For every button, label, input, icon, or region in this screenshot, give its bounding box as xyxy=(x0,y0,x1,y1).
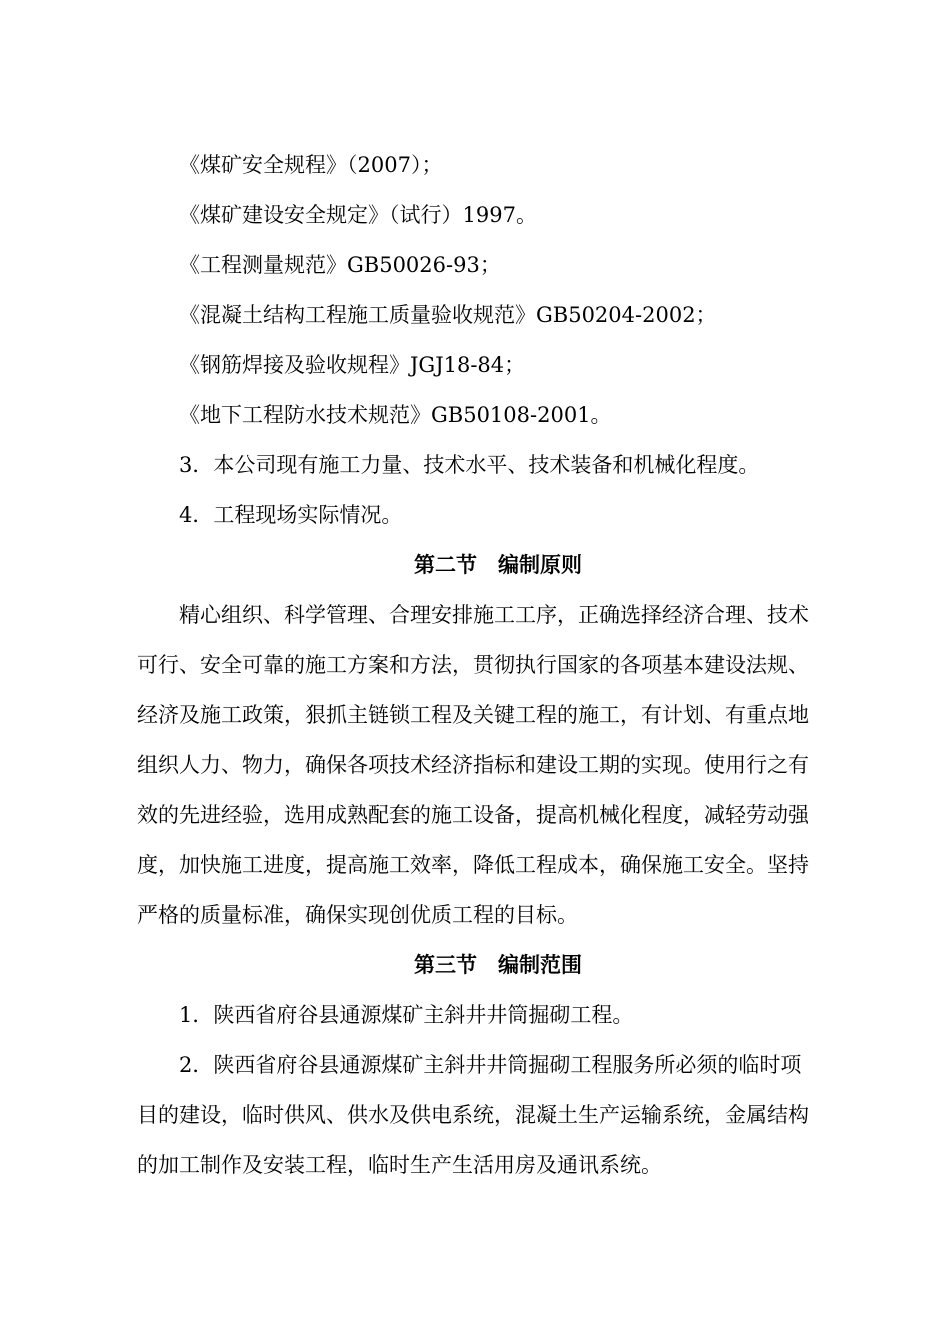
paragraph-line: 的加工制作及安装工程，临时生产生活用房及通讯系统。 xyxy=(137,1153,662,1177)
scope-item-2 xyxy=(137,1040,859,1190)
paragraph-line: 可行、安全可靠的施工方案和方法，贯彻执行国家的各项基本建设法规、 xyxy=(137,653,809,677)
section-heading-principles: 第二节 编制原则 xyxy=(414,553,582,577)
basis-item: 4．工程现场实际情况。 xyxy=(179,503,403,527)
paragraph-line: 精心组织、科学管理、合理安排施工工序，正确选择经济合理、技术 xyxy=(179,603,809,627)
paragraph-line: 度，加快施工进度，提高施工效率，降低工程成本，确保施工安全。坚持 xyxy=(137,853,809,877)
reference-item: 《煤矿安全规程》（2007）； xyxy=(179,153,443,177)
reference-item: 《工程测量规范》GB50026-93； xyxy=(179,253,501,277)
paragraph-line: 效的先进经验，选用成熟配套的施工设备，提高机械化程度，减轻劳动强 xyxy=(137,803,809,827)
scope-item: 1．陕西省府谷县通源煤矿主斜井井筒掘砌工程。 xyxy=(179,1003,634,1027)
paragraph-line: 组织人力、物力，确保各项技术经济指标和建设工期的实现。使用行之有 xyxy=(137,753,809,777)
paragraph-line: 目的建设，临时供风、供水及供电系统，混凝土生产运输系统，金属结构 xyxy=(137,1103,809,1127)
paragraph-line: 2．陕西省府谷县通源煤矿主斜井井筒掘砌工程服务所必须的临时项 xyxy=(179,1053,802,1077)
section-heading-scope: 第三节 编制范围 xyxy=(414,953,582,977)
basis-item: 3．本公司现有施工力量、技术水平、技术装备和机械化程度。 xyxy=(179,453,760,477)
paragraph-line: 经济及施工政策，狠抓主链锁工程及关键工程的施工，有计划、有重点地 xyxy=(137,703,809,727)
reference-item: 《混凝土结构工程施工质量验收规范》GB50204-2002； xyxy=(179,303,717,327)
reference-item: 《钢筋焊接及验收规程》JGJ18-84； xyxy=(179,353,526,377)
document-body xyxy=(137,140,859,1190)
reference-item: 《煤矿建设安全规定》（试行）1997。 xyxy=(179,203,537,227)
principles-paragraph xyxy=(137,590,859,940)
reference-item: 《地下工程防水技术规范》GB50108-2001。 xyxy=(179,403,612,427)
paragraph-line: 严格的质量标准，确保实现创优质工程的目标。 xyxy=(137,903,578,927)
